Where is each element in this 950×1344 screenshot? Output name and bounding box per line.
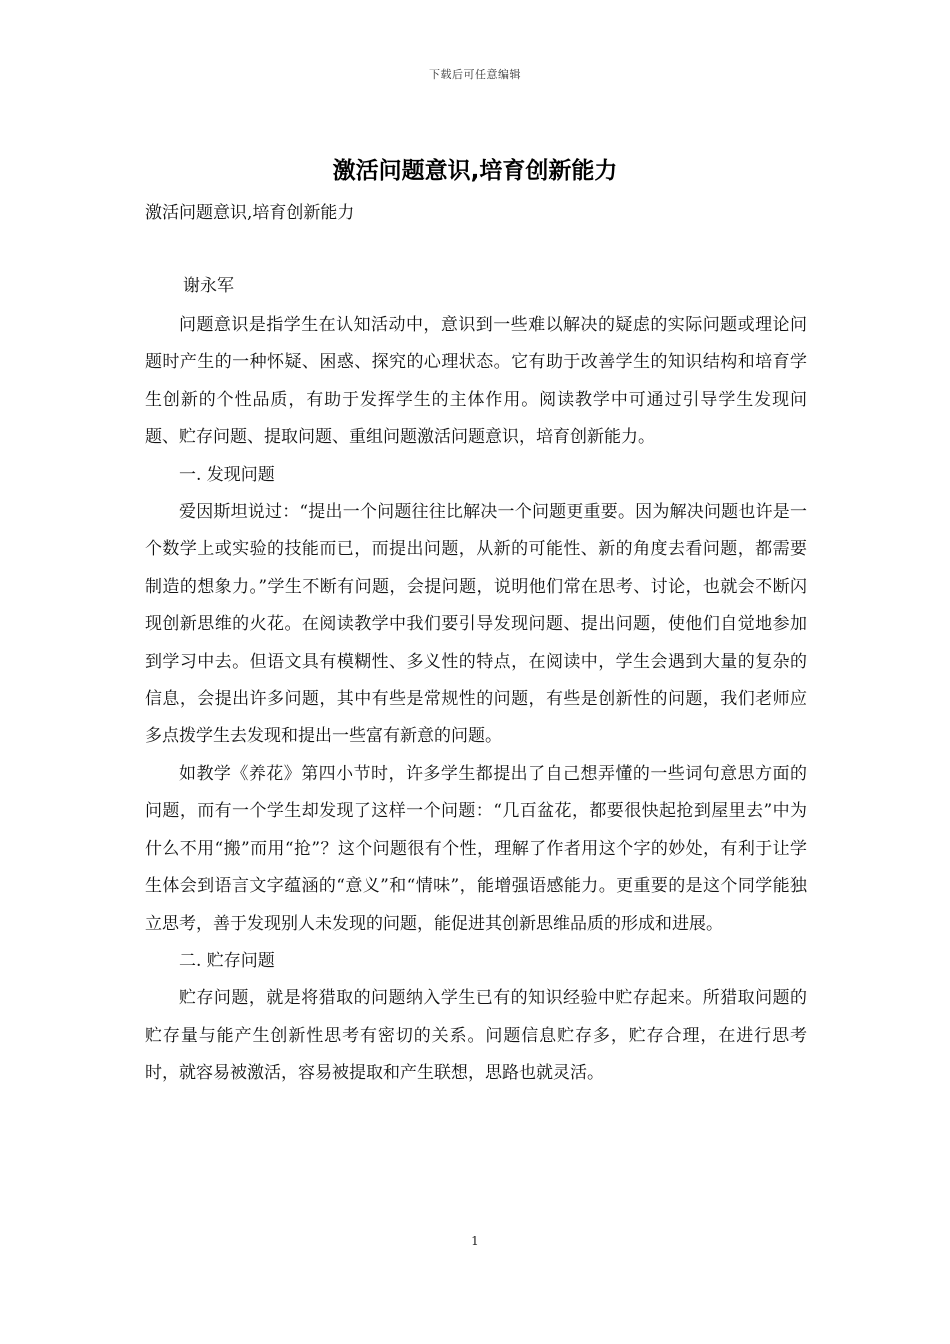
paragraph-storage: 贮存问题，就是将猎取的问题纳入学生已有的知识经验中贮存起来。所猎取问题的贮存量与能产生创新性思考有密切的关系。问题信息贮存多，贮存合理，在进行思考时，就容易被激活，容易被提取和产生联想，思路也就灵活。 bbox=[145, 988, 807, 1084]
document-subtitle: 激活问题意识,培育创新能力 bbox=[145, 203, 355, 223]
page-number: 1 bbox=[471, 1234, 479, 1248]
header-note: 下载后可任意编辑 bbox=[429, 68, 521, 81]
paragraph-example: 如教学《养花》第四小节时，许多学生都提出了自己想弄懂的一些词句意思方面的问题，而有一个学生却发现了这样一个问题：“几百盆花，都要很快起抢到屋里去”中为什么不用“搬”而用“抢”？这个问题很有个性，理解了作者用这个字的妙处，有利于让学生体会到语言文字蕴涵的“意义”和“情味”，能增强语感能力。更重要的是这个同学能独立思考，善于发现别人未发现的问题，能促进其创新思维品质的形成和进展。 bbox=[145, 763, 807, 934]
author-name: 谢永军 bbox=[183, 276, 234, 296]
section-heading-2: 二. 贮存问题 bbox=[179, 950, 275, 971]
paragraph-einstein-quote: 爱因斯坦说过：“提出一个问题往往比解决一个问题更重要。因为解决问题也许是一个数学上或实验的技能而已，而提出问题，从新的可能性、新的角度去看问题，都需要制造的想象力。”学生不断有问题，会提问题，说明他们常在思考、讨论，也就会不断闪现创新思维的火花。在阅读教学中我们要引导发现问题、提出问题，使他们自觉地参加到学习中去。但语文具有模糊性、多义性的特点，在阅读中，学生会遇到大量的复杂的信息，会提出许多问题，其中有些是常规性的问题，有些是创新性的问题，我们老师应多点拨学生去发现和提出一些富有新意的问题。 bbox=[145, 502, 807, 747]
body-text bbox=[145, 307, 807, 1093]
document-title: 激活问题意识,培育创新能力 bbox=[332, 158, 618, 184]
section-heading-1: 一. 发现问题 bbox=[179, 464, 275, 485]
paragraph-intro: 问题意识是指学生在认知活动中，意识到一些难以解决的疑虑的实际问题或理论问题时产生的一种怀疑、困惑、探究的心理状态。它有助于改善学生的知识结构和培育学生创新的个性品质，有助于发挥学生的主体作用。阅读教学中可通过引导学生发现问题、贮存问题、提取问题、重组问题激活问题意识，培育创新能力。 bbox=[145, 315, 807, 448]
